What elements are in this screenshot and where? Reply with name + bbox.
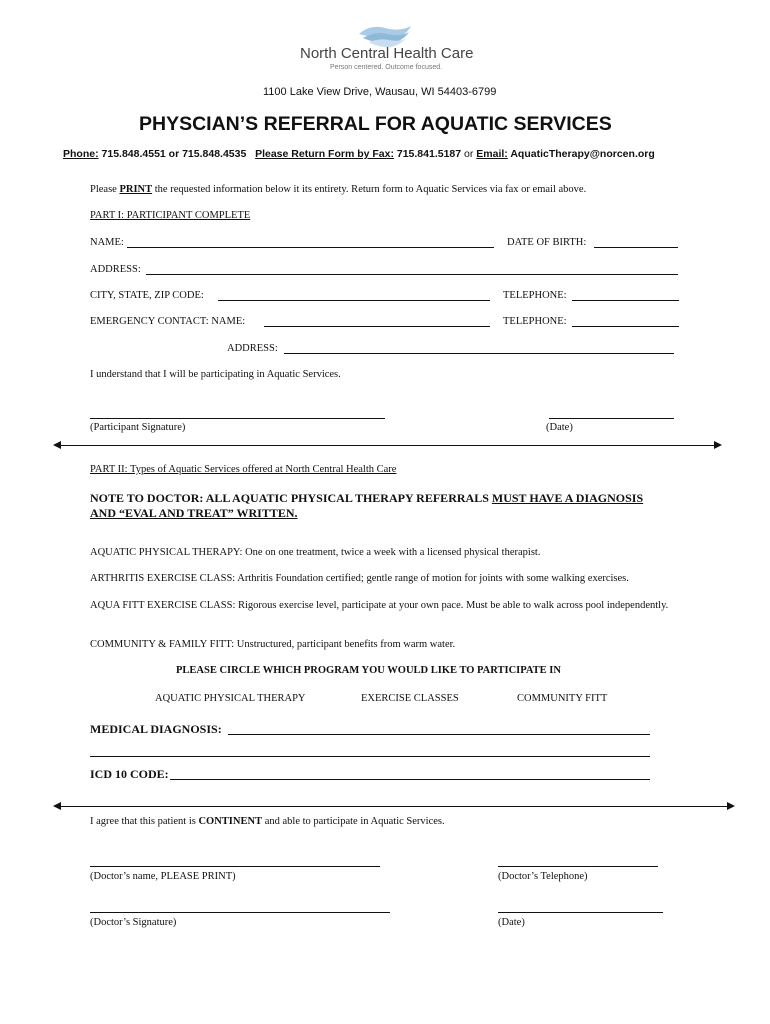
diagnosis-field[interactable] [228,734,650,735]
participant-signature-field[interactable] [90,418,385,419]
or-text: or [464,148,474,160]
address-field[interactable] [146,274,678,275]
doctor-date-caption: (Date) [498,917,525,928]
emergency-address-label: ADDRESS: [227,343,278,354]
emergency-name-field[interactable] [264,326,490,327]
phone-values: 715.848.4551 or 715.848.4535 [101,148,247,160]
email-value[interactable]: AquaticTherapy@norcen.org [510,148,655,160]
arrow-right-icon [727,802,735,810]
city-label: CITY, STATE, ZIP CODE: [90,290,204,301]
participant-date-field[interactable] [549,418,674,419]
emergency-telephone-field[interactable] [572,326,679,327]
address-label: ADDRESS: [90,264,141,275]
print-word: PRINT [119,184,153,195]
participant-signature-caption: (Participant Signature) [90,422,186,433]
doctor-date-field[interactable] [498,912,663,913]
doctor-name-field[interactable] [90,866,380,867]
page-title: PHYSCIAN’S REFERRAL FOR AQUATIC SERVICES [139,113,612,135]
service-arthritis: ARTHRITIS EXERCISE CLASS: Arthritis Foundation certified; gentle range of motion for joints with some walking exercises. [90,573,629,584]
continent-statement [90,816,445,827]
doctor-signature-field[interactable] [90,912,390,913]
part2-heading: PART II: Types of Aquatic Services offered at North Central Health Care [90,464,397,475]
doctor-name-caption: (Doctor’s name, PLEASE PRINT) [90,871,236,882]
agree-suffix: and able to participate in Aquatic Services. [262,816,445,827]
understand-text: I understand that I will be participating in Aquatic Services. [90,369,341,380]
contact-line [63,148,655,160]
arrow-right-icon [714,441,722,449]
circle-heading: PLEASE CIRCLE WHICH PROGRAM YOU WOULD LIKE TO PARTICIPATE IN [176,665,561,676]
emergency-label: EMERGENCY CONTACT: NAME: [90,316,246,327]
emergency-address-field[interactable] [284,353,674,354]
service-aqua-fitt: AQUA FITT EXERCISE CLASS: Rigorous exercise level, participate at your own pace. Must be able to walk across pool independently. [90,600,669,611]
dob-label: DATE OF BIRTH: [507,237,587,248]
note-diagnosis: MUST HAVE A DIAGNOSIS [491,491,644,505]
instructions-suffix: the requested information below it its entirety. Return form to Aquatic Services via fax or email above. [152,184,587,195]
org-tagline: Person centered. Outcome focused. [330,64,443,71]
city-field[interactable] [218,300,490,301]
participant-date-caption: (Date) [546,422,573,433]
name-label: NAME: [90,237,124,248]
telephone-field[interactable] [572,300,679,301]
fax-value: 715.841.5187 [396,148,462,160]
program-exercise-classes[interactable]: EXERCISE CLASSES [361,693,459,704]
org-address: 1100 Lake View Drive, Wausau, WI 54403-6799 [263,86,497,98]
icd-label: ICD 10 CODE: [90,767,169,781]
service-aquatic-pt: AQUATIC PHYSICAL THERAPY: One on one treatment, twice a week with a licensed physical therapist. [90,547,541,558]
emergency-telephone-label: TELEPHONE: [503,316,567,327]
part1-heading: PART I: PARTICIPANT COMPLETE [90,210,251,221]
instructions-prefix: Please [90,184,120,195]
phone-label: Phone: [63,148,99,160]
note-eval-treat: AND “EVAL AND TREAT” WRITTEN. [90,506,298,520]
dob-field[interactable] [594,247,678,248]
telephone-label: TELEPHONE: [503,290,567,301]
diagnosis-field-2[interactable] [90,756,650,757]
doctor-telephone-field[interactable] [498,866,658,867]
note-to-doctor [90,491,643,521]
arrow-left-icon [53,802,61,810]
arrow-left-icon [53,441,61,449]
program-community-fitt[interactable]: COMMUNITY FITT [517,693,608,704]
icd-field[interactable] [170,779,650,780]
fax-label: Please Return Form by Fax: [255,148,394,160]
doctor-telephone-caption: (Doctor’s Telephone) [498,871,588,882]
doctor-signature-caption: (Doctor’s Signature) [90,917,177,928]
agree-continent: CONTINENT [198,816,263,827]
agree-prefix: I agree that this patient is [90,816,199,827]
program-aquatic-pt[interactable]: AQUATIC PHYSICAL THERAPY [155,693,306,704]
email-label: Email: [476,148,508,160]
note-prefix: NOTE TO DOCTOR: ALL AQUATIC PHYSICAL THERAPY REFERRALS [90,491,492,505]
diagnosis-label: MEDICAL DIAGNOSIS: [90,722,222,736]
instructions [90,184,586,195]
org-name: North Central Health Care [300,45,474,62]
service-community: COMMUNITY & FAMILY FITT: Unstructured, participant benefits from warm water. [90,639,456,650]
name-field[interactable] [127,247,494,248]
